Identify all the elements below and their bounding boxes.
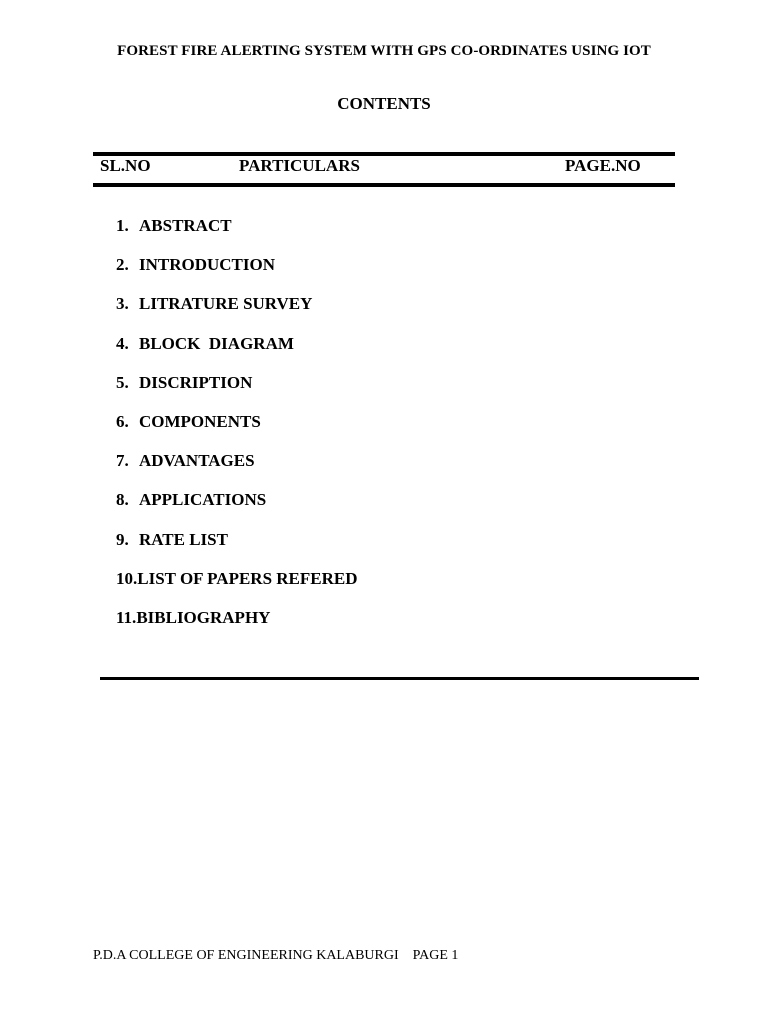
- toc-item-label: BLOCK DIAGRAM: [139, 333, 294, 353]
- column-header-sl-no: SL.NO: [100, 156, 151, 175]
- toc-item-number: 1.: [116, 216, 129, 235]
- toc-item: [116, 608, 358, 647]
- toc-item-label: BIBLIOGRAPHY: [136, 607, 271, 627]
- toc-item-number: 7.: [116, 451, 129, 471]
- toc-item-number: 6.: [116, 411, 129, 431]
- toc-item-number: 11.: [116, 607, 137, 627]
- toc-item-number: 8.: [116, 490, 129, 510]
- toc-item-label: DISCRIPTION: [139, 372, 253, 392]
- toc-item-label: ABSTRACT: [139, 216, 232, 235]
- toc-item: [116, 451, 358, 490]
- column-header-particulars: PARTICULARS: [239, 156, 360, 175]
- toc-item: [116, 569, 358, 608]
- table-of-contents-list: [116, 216, 358, 647]
- toc-item: [116, 490, 358, 529]
- toc-item: [116, 216, 358, 255]
- column-header-page-no: PAGE.NO: [565, 156, 641, 175]
- toc-item-label: LIST OF PAPERS REFERED: [137, 568, 358, 588]
- toc-item-label: RATE LIST: [139, 529, 228, 549]
- document-header-title: FOREST FIRE ALERTING SYSTEM WITH GPS CO-ORDINATES USING IOT: [117, 43, 651, 59]
- toc-item: [116, 373, 358, 412]
- toc-item-label: COMPONENTS: [139, 411, 261, 431]
- toc-item: [116, 255, 358, 294]
- contents-heading: CONTENTS: [337, 94, 431, 113]
- toc-item-number: 4.: [116, 333, 129, 353]
- toc-item-label: LITRATURE SURVEY: [139, 294, 313, 314]
- toc-item: [116, 412, 358, 451]
- toc-item-label: INTRODUCTION: [139, 255, 276, 275]
- toc-item-number: 9.: [116, 529, 129, 549]
- toc-item-number: 10.: [116, 568, 138, 588]
- toc-item-label: APPLICATIONS: [139, 490, 267, 510]
- page-footer: P.D.A COLLEGE OF ENGINEERING KALABURGI PAGE 1: [93, 948, 459, 963]
- toc-item-number: 3.: [116, 294, 129, 314]
- toc-item: [116, 530, 358, 569]
- contents-end-rule: [100, 677, 699, 680]
- toc-item-number: 5.: [116, 372, 129, 392]
- toc-item: [116, 294, 358, 333]
- table-header-bottom-rule: [93, 183, 675, 187]
- toc-item: [116, 334, 358, 373]
- toc-item-number: 2.: [116, 255, 129, 275]
- toc-item-label: ADVANTAGES: [139, 451, 255, 471]
